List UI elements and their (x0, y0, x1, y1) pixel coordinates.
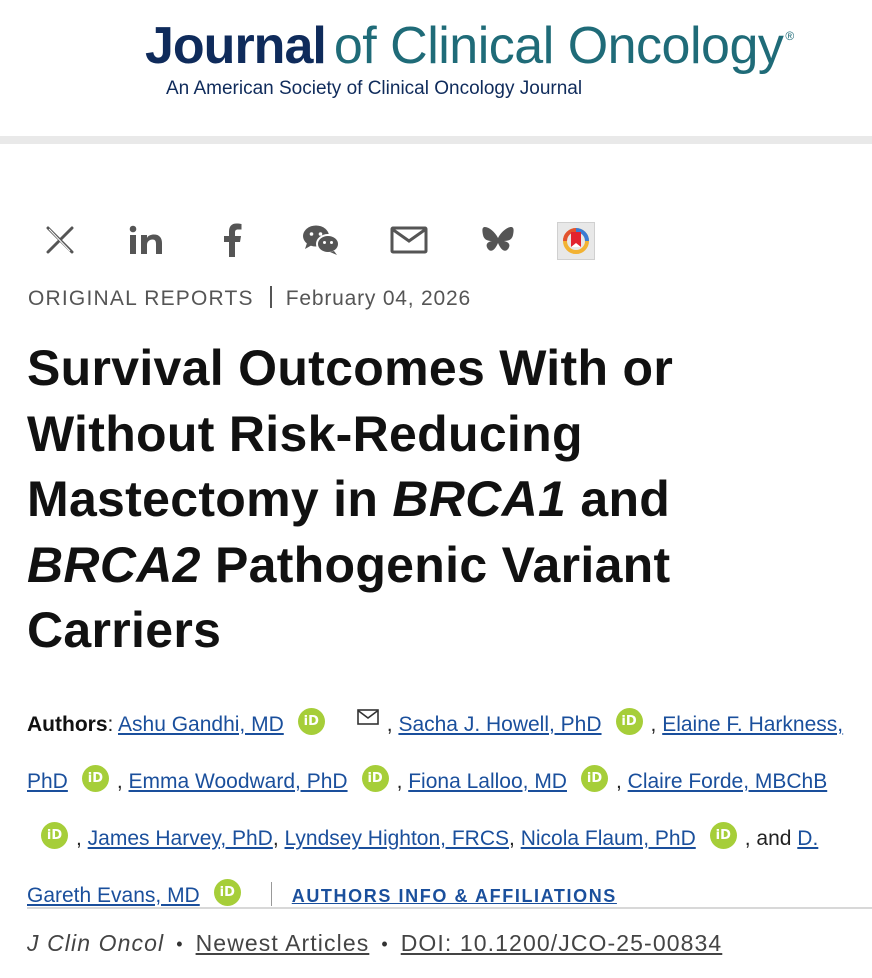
authors-block (27, 690, 867, 925)
doi-link[interactable]: DOI: 10.1200/JCO-25-00834 (400, 930, 723, 956)
authors-colon: : (107, 713, 119, 736)
author-separator: , (509, 827, 521, 850)
newest-articles-link[interactable]: Newest Articles (195, 930, 370, 956)
author-link[interactable]: Ashu Gandhi, MD (118, 713, 284, 736)
author-separator: , (76, 827, 88, 850)
wechat-icon (302, 224, 340, 256)
title-line-3c: and (566, 471, 671, 527)
share-facebook-button[interactable] (212, 220, 252, 260)
bookmark-icon (561, 226, 591, 256)
mail-icon[interactable] (357, 690, 379, 747)
authors-label: Authors (27, 713, 108, 736)
author-link[interactable]: Lyndsey Highton, FRCS (284, 827, 510, 850)
masthead (0, 0, 872, 136)
article-type: ORIGINAL REPORTS (28, 287, 254, 310)
journal-logo[interactable] (145, 17, 795, 75)
author-link[interactable]: Elaine F. Harkness, PhD (27, 713, 844, 793)
author-separator: , (116, 770, 129, 793)
email-icon (390, 226, 428, 254)
facebook-icon (221, 223, 243, 257)
orcid-icon[interactable]: iD (298, 708, 325, 735)
orcid-icon[interactable]: iD (616, 708, 643, 735)
orcid-icon[interactable]: iD (581, 765, 608, 792)
title-line-5: Carriers (27, 602, 222, 658)
registered-mark: ® (785, 29, 795, 43)
author-link[interactable]: D. Gareth Evans, MD (27, 827, 819, 907)
author-link[interactable]: James Harvey, PhD (87, 827, 273, 850)
citation-divider (27, 907, 872, 909)
author-link[interactable]: Fiona Lalloo, MD (408, 770, 567, 793)
title-line-4b: Pathogenic Variant (200, 536, 671, 593)
affiliations-separator (271, 882, 272, 906)
author-link[interactable]: Sacha J. Howell, PhD (398, 713, 602, 736)
article-title (27, 336, 857, 664)
citation-line (27, 930, 722, 957)
author-separator: , (615, 770, 628, 793)
linkedin-icon (129, 225, 163, 255)
bluesky-icon (482, 226, 514, 254)
authors-affiliations-link[interactable]: AUTHORS INFO & AFFILIATIONS (291, 886, 617, 906)
orcid-icon[interactable]: iD (82, 765, 109, 792)
author-link[interactable]: Nicola Flaum, PhD (520, 827, 696, 850)
logo-subtitle: An American Society of Clinical Oncology Journal (166, 78, 583, 99)
publication-date: February 04, 2026 (285, 287, 471, 310)
share-x-button[interactable] (40, 220, 80, 260)
x-icon (45, 226, 75, 254)
masthead-divider (0, 136, 872, 144)
bullet: • (176, 934, 184, 954)
author-separator: , (396, 770, 409, 793)
orcid-icon[interactable]: iD (362, 765, 389, 792)
title-line-1: Survival Outcomes With or (27, 340, 674, 396)
share-email-button[interactable] (389, 220, 429, 260)
share-bookmark-button[interactable] (557, 222, 595, 260)
author-separator: , (650, 713, 663, 736)
orcid-icon[interactable]: iD (214, 879, 241, 906)
logo-title-rest: of Clinical Oncology (333, 17, 784, 75)
title-line-2: Without Risk-Reducing (27, 405, 583, 462)
author-separator: , (386, 713, 399, 736)
gene-brca2: BRCA2 (27, 536, 201, 593)
orcid-icon[interactable]: iD (710, 822, 737, 849)
share-wechat-button[interactable] (301, 220, 341, 260)
author-separator: , (272, 827, 285, 850)
journal-abbrev: J Clin Oncol (27, 930, 165, 956)
meta-separator (270, 286, 272, 308)
share-bluesky-button[interactable] (478, 220, 518, 260)
article-meta (28, 286, 471, 311)
gene-brca1: BRCA1 (392, 471, 567, 527)
bullet: • (381, 934, 389, 954)
orcid-icon[interactable]: iD (41, 822, 68, 849)
author-link[interactable]: Emma Woodward, PhD (128, 770, 348, 793)
logo-title-main: Journal (145, 17, 326, 75)
title-line-3a: Mastectomy in (27, 471, 393, 527)
author-and: , and (744, 827, 798, 850)
share-linkedin-button[interactable] (126, 220, 166, 260)
author-link[interactable]: Claire Forde, MBChB (627, 770, 828, 793)
